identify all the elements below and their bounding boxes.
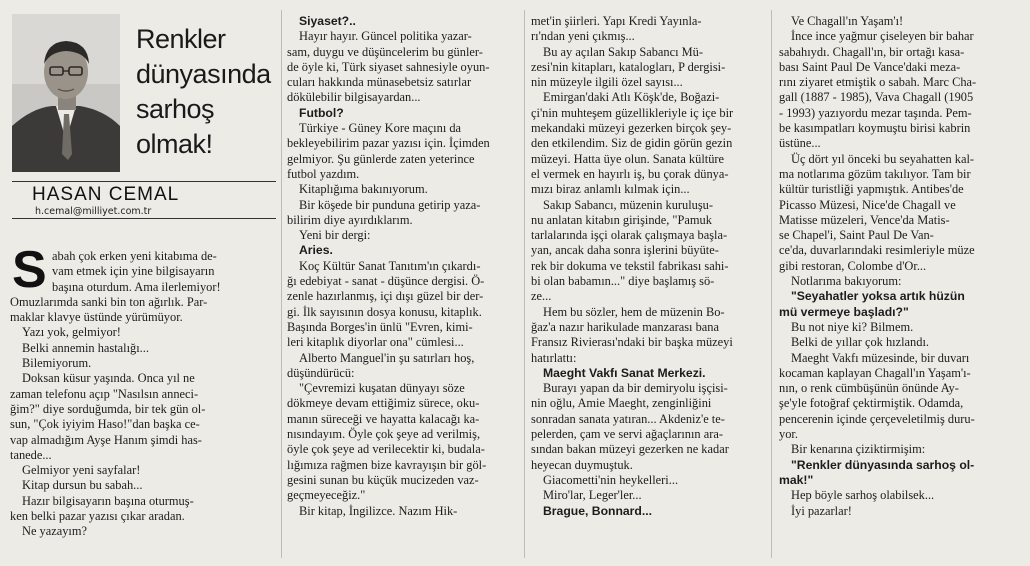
text-line: cuları hakkında münasebetsiz satırlar bbox=[287, 75, 472, 90]
text-line: Siyaset?.. bbox=[299, 14, 356, 28]
text-line: heyecan duymuştuk. bbox=[531, 457, 633, 472]
column-divider bbox=[281, 10, 282, 558]
text-line: sun, "Çok iyiyim Haso!"dan başka ce- bbox=[10, 417, 200, 432]
text-line: şe'yle fotoğraf çektirmiştik. Odamda, bbox=[779, 396, 964, 411]
text-line: zaman telefonu açıp "Nasılsın anneci- bbox=[10, 386, 199, 401]
text-line: sonradan sanata yatıran... Akdeniz'e te- bbox=[531, 411, 725, 426]
text-line: Aries. bbox=[299, 243, 333, 258]
text-line: nin oğlu, Amie Maeght, zenginliğini bbox=[531, 396, 712, 411]
text-line: bekleyebilirim pazar yazısı için. İçimden bbox=[287, 136, 490, 151]
text-line: Kitaplığıma bakınıyorum. bbox=[299, 182, 428, 197]
text-line: mızı biraz anlamlı kılmak için... bbox=[531, 182, 690, 197]
text-line: rek bir dokuma ve tekstil fabrikası sahi- bbox=[531, 258, 729, 273]
text-line: Alberto Manguel'in şu satırları hoş, bbox=[299, 350, 475, 365]
author-name: HASAN CEMAL bbox=[32, 184, 180, 205]
text-line: Belki annemin hastalığı... bbox=[22, 340, 149, 355]
article-column-4 bbox=[779, 14, 1026, 519]
author-photo bbox=[12, 14, 120, 172]
text-line: be kasımpatları koymuştu birisi kabrin bbox=[779, 121, 971, 136]
text-line: Üç dört yıl önceki bu seyahatten kal- bbox=[791, 151, 975, 166]
text-line: gall (1887 - 1985), Vava Chagall (1905 bbox=[779, 90, 974, 105]
text-line: "Çevremizi kuşatan dünyayı söze bbox=[299, 381, 465, 396]
text-line: gelmiyor. Şu günlerde zaten yeterince bbox=[287, 151, 475, 166]
text-line: bilirim diye ayırdıklarım. bbox=[287, 212, 413, 227]
text-line: yor. bbox=[779, 427, 798, 442]
text-line: Türkiye - Güney Kore maçını da bbox=[299, 121, 462, 136]
text-line: Maeght Vakfı müzesinde, bir duvarı bbox=[791, 350, 970, 365]
text-line: Emirgan'daki Atlı Köşk'de, Boğazi- bbox=[543, 90, 720, 105]
text-line: üstüne... bbox=[779, 136, 821, 151]
text-line: Hayır hayır. Güncel politika yazar- bbox=[299, 29, 472, 44]
text-line: tarlalarında işçi olarak çalışmaya başla- bbox=[531, 228, 728, 243]
text-line: zenle hazırlanmış, içi dışı güzel bir der- bbox=[287, 289, 484, 304]
text-line: nısındayım. Öyle çok şeye ad verilmiş, bbox=[287, 427, 481, 442]
text-line: ken belki pazar yazısı çıkar aradan. bbox=[10, 509, 185, 524]
text-line: ze... bbox=[531, 289, 552, 304]
text-line: Miro'lar, Leger'ler... bbox=[543, 488, 642, 503]
text-line: ma notlarıma gözüm takılıyor. Tam bir bbox=[779, 166, 971, 181]
text-line: hatırlattı: bbox=[531, 350, 577, 365]
text-line: lığımıza rağmen bize kavrayışın bir göl- bbox=[287, 457, 487, 472]
column-divider bbox=[771, 10, 772, 558]
text-line: leri kitaplık diyorlar ona" cümlesi... bbox=[287, 335, 464, 350]
text-line: mü vermeye başladı?" bbox=[779, 304, 909, 319]
text-line: gesini sunan bu küçük mucizeden vaz- bbox=[287, 472, 479, 487]
text-line: gibi restoran, Colombe d'Or... bbox=[779, 258, 927, 273]
text-line: Omuzlarımda sanki bin ton ağırlık. Par- bbox=[10, 294, 208, 309]
text-line: sam, duygu ve düşüncelerim bu günler- bbox=[287, 44, 483, 59]
author-portrait-image bbox=[12, 14, 120, 172]
text-line: "Renkler dünyasında sarhoş ol- bbox=[791, 457, 975, 472]
headline-line: dünyasında bbox=[136, 59, 271, 89]
text-line: - 1993) yazıyordu mezar taşında. Pem- bbox=[779, 105, 972, 120]
text-line: Bir köşede bir punduna getirip yaza- bbox=[299, 197, 481, 212]
text-line: vap almadığım Ayşe Hanım şimdi has- bbox=[10, 432, 202, 447]
text-line: nın, o renk cümbüşünün önünde Ay- bbox=[779, 381, 959, 396]
text-line: gi. İlk sayısının dosya konusu, kitaplık. bbox=[287, 304, 482, 319]
text-line: Burayı yapan da bir demiryolu işçisi- bbox=[543, 381, 728, 396]
text-line: Brague, Bonnard... bbox=[543, 503, 653, 518]
text-line: Yazı yok, gelmiyor! bbox=[22, 325, 121, 340]
text-line: ce'da, duvarlarındaki resimleriyle müze bbox=[779, 243, 975, 258]
text-line: Ne yazayım? bbox=[22, 524, 88, 539]
text-line: manın süreceği ve hayatta kalacağı ka- bbox=[287, 411, 480, 426]
text-line: Kitap dursun bu sabah... bbox=[22, 478, 143, 493]
text-line: kültür turistliği yapmıştık. Antibes'de bbox=[779, 182, 964, 197]
text-line: Bu ay açılan Sakıp Sabancı Mü- bbox=[543, 44, 704, 59]
text-line: sından bakan müzeyi gezerken ne kadar bbox=[531, 442, 729, 457]
text-line: öyle çok şeye ad verilecektir ki, budala- bbox=[287, 442, 485, 457]
text-line: geçmeyeceğiz." bbox=[287, 488, 366, 503]
text-line: yan, ancak daha sonra işlerini büyüte- bbox=[531, 243, 719, 258]
text-line: kocaman kaplayan Chagall'ın Yaşam'ı- bbox=[779, 365, 971, 380]
text-line: bası Saint Paul De Vance'daki meza- bbox=[779, 59, 961, 74]
text-line: Matisse müzeleri, Vence'da Matis- bbox=[779, 212, 950, 227]
text-line: Hazır bilgisayarın başına oturmuş- bbox=[22, 493, 194, 508]
text-line: Gelmiyor yeni sayfalar! bbox=[22, 463, 141, 478]
text-line: pencerenin içinde çerçeveletilmiş duru- bbox=[779, 411, 975, 426]
text-line: Hep böyle sarhoş olabilsek... bbox=[791, 488, 935, 503]
text-line: "Seyahatler yoksa artık hüzün bbox=[791, 289, 965, 304]
text-line: Notlarıma bakıyorum: bbox=[791, 274, 902, 289]
text-line: Maeght Vakfı Sanat Merkezi. bbox=[543, 365, 706, 380]
text-line: Ve Chagall'ın Yaşam'ı! bbox=[791, 14, 904, 28]
text-line: abah çok erken yeni kitabıma de- bbox=[52, 249, 217, 263]
author-byline bbox=[12, 181, 276, 219]
text-line: mekandaki müzeyi gezerken birçok şey- bbox=[531, 121, 732, 136]
article-column-1 bbox=[10, 249, 278, 540]
text-line: rı'ndan yeni çıkmış... bbox=[531, 29, 635, 44]
headline-line: Renkler bbox=[136, 24, 226, 54]
article-column-2 bbox=[287, 14, 516, 519]
text-line: Bu not niye ki? Bilmem. bbox=[791, 319, 914, 334]
text-line: nin müzeyle ilgili özel sayısı... bbox=[531, 75, 683, 90]
text-line: el vermek en hayırlı iş, bu çorak dünya- bbox=[531, 166, 729, 181]
text-line: bi olan babamın..." diye başlamış sö- bbox=[531, 274, 715, 289]
text-line: de öyle ki, Türk siyaset sahnesiyle oyun- bbox=[287, 59, 490, 74]
headline-line: sarhoş bbox=[136, 94, 215, 124]
text-line: Sakıp Sabancı, müzenin kuruluşu- bbox=[543, 197, 713, 212]
text-line: Futbol? bbox=[299, 105, 344, 120]
text-line: düşündürücü: bbox=[287, 365, 355, 380]
text-line: Belki de yıllar çok hızlandı. bbox=[791, 335, 929, 350]
text-line: başına oturdum. Ama ilerlemiyor! bbox=[52, 279, 221, 294]
text-line: dökülebilir bilgisayardan... bbox=[287, 90, 421, 105]
text-line: Bilemiyorum. bbox=[22, 356, 92, 371]
text-line: nu anlatan kitabın girişinde, "Pamuk bbox=[531, 212, 712, 227]
text-line: Koç Kültür Sanat Tanıtım'ın çıkardı- bbox=[299, 258, 481, 273]
text-line: pelerden, çam ve servi ağaçlarının ara- bbox=[531, 427, 723, 442]
text-line: mak!" bbox=[779, 472, 814, 487]
text-line: Fransız Rivierası'ndaki bir başka müzeyi bbox=[531, 335, 733, 350]
text-line: maklar klavye üstünde yürümüyor. bbox=[10, 310, 183, 325]
text-line: ğaz'a nazır harikulade manzarası bana bbox=[531, 319, 719, 334]
text-line: İnce ince yağmur çiseleyen bir bahar bbox=[791, 29, 974, 44]
text-line: futbol yazdım. bbox=[287, 166, 360, 181]
text-line: tanede... bbox=[10, 447, 52, 462]
author-email: h.cemal@milliyet.com.tr bbox=[35, 206, 152, 217]
headline-line: olmak! bbox=[136, 129, 213, 159]
text-line: zesi'nin kitapları, katalogları, P dergisi- bbox=[531, 59, 726, 74]
text-line: çi'nin muhteşem güzellikleriyle iç içe bir bbox=[531, 105, 734, 120]
text-line: rını ziyaret etmiştik o sabah. Marc Cha- bbox=[779, 75, 977, 90]
text-line: Bir kitap, İngilizce. Nazım Hik- bbox=[299, 503, 458, 518]
text-line: İyi pazarlar! bbox=[791, 503, 852, 518]
text-line: ğı edebiyat - sanat - düşünce dergisi. Ö- bbox=[287, 274, 485, 289]
text-line: Picasso Müzesi, Nice'de Chagall ve bbox=[779, 197, 956, 212]
column-divider bbox=[524, 10, 525, 558]
article-headline bbox=[136, 22, 276, 162]
text-line: vam etmek için yine bilgisayarın bbox=[52, 264, 215, 279]
text-line: müzeyi. Hatta üye olun. Sanata kültüre bbox=[531, 151, 725, 166]
text-line: se Chapel'i, Saint Paul De Van- bbox=[779, 228, 934, 243]
text-line: den etkilendim. Siz de gidin görün gezin bbox=[531, 136, 733, 151]
text-line: Başında Borges'in ünlü "Evren, kimi- bbox=[287, 319, 473, 334]
text-line: sabahıydı. Chagall'ın, bir ortağı kasa- bbox=[779, 44, 965, 59]
text-line: Hem bu sözler, hem de müzenin Bo- bbox=[543, 304, 725, 319]
text-line: ğim?" diye sorduğumda, bir tek gün ol- bbox=[10, 401, 206, 416]
drop-cap-letter: S bbox=[12, 241, 47, 299]
text-line: met'in şiirleri. Yapı Kredi Yayınla- bbox=[531, 14, 702, 28]
article-column-3 bbox=[531, 14, 761, 519]
text-line: Giacometti'nin heykelleri... bbox=[543, 472, 679, 487]
text-line: Doksan küsur yaşında. Onca yıl ne bbox=[22, 371, 195, 386]
text-line: Yeni bir dergi: bbox=[299, 228, 371, 243]
text-line: Bir kenarına çiziktirmişim: bbox=[791, 442, 926, 457]
text-line: dökmeye devam ettiğimiz sürece, oku- bbox=[287, 396, 480, 411]
